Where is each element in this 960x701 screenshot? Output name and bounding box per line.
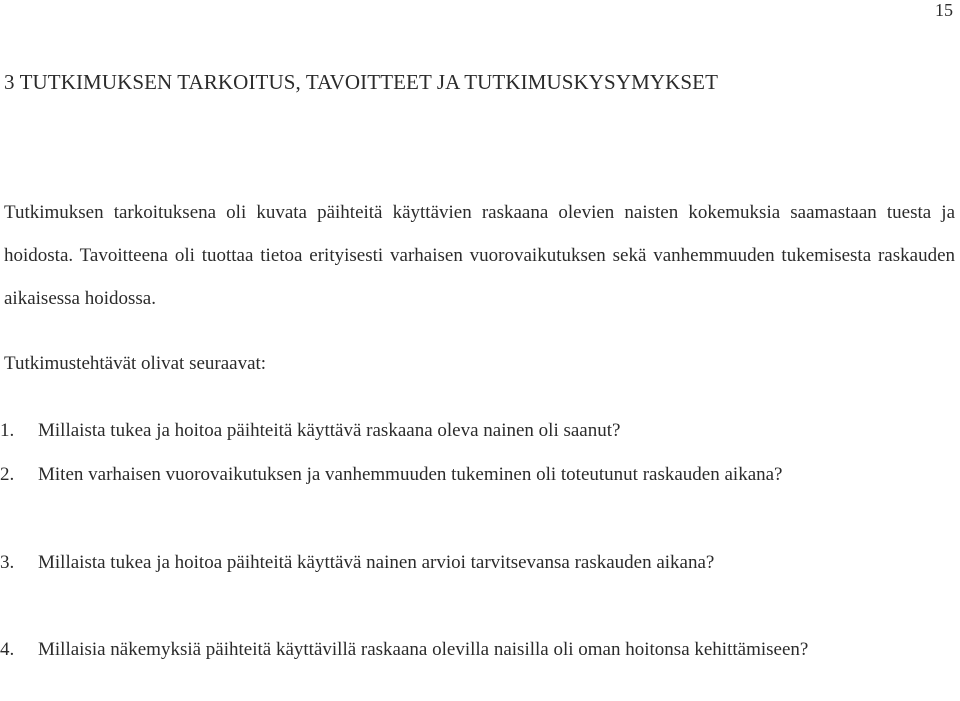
purpose-paragraph: Tutkimuksen tarkoituksena oli kuvata päihteitä käyttävien raskaana olevien naisten kokemuksia saamastaan tuesta ja hoidosta. Tavoitteena oli tuottaa tietoa erityisesti varhaisen vuorovaikutuksen sekä vanhemmuuden tukemisesta raskauden aikaisessa hoidossa. bbox=[4, 202, 955, 309]
research-question-3 bbox=[0, 541, 955, 585]
question-text: Millaista tukea ja hoitoa päihteitä käyttävä raskaana oleva nainen oli saanut? bbox=[38, 420, 621, 441]
page-number: 15 bbox=[935, 0, 953, 20]
research-tasks-intro: Tutkimustehtävät olivat seuraavat: bbox=[4, 353, 267, 374]
question-number: 3. bbox=[0, 552, 15, 573]
question-text: Millaista tukea ja hoitoa päihteitä käyttävä nainen arvioi tarvitsevansa raskauden aikana? bbox=[38, 552, 715, 573]
question-text: Miten varhaisen vuorovaikutuksen ja vanhemmuuden tukeminen oli toteutunut raskauden aikana? bbox=[38, 464, 783, 485]
question-number: 4. bbox=[0, 639, 15, 660]
question-number: 1. bbox=[0, 420, 15, 441]
question-number: 2. bbox=[0, 464, 15, 485]
question-text: Millaisia näkemyksiä päihteitä käyttävillä raskaana olevilla naisilla oli oman hoitonsa kehittämiseen? bbox=[38, 639, 809, 660]
research-question-2 bbox=[0, 453, 955, 497]
chapter-heading: 3 TUTKIMUKSEN TARKOITUS, TAVOITTEET JA TUTKIMUSKYSYMYKSET bbox=[4, 70, 719, 94]
research-question-4 bbox=[0, 628, 955, 672]
research-question-1 bbox=[0, 409, 955, 453]
